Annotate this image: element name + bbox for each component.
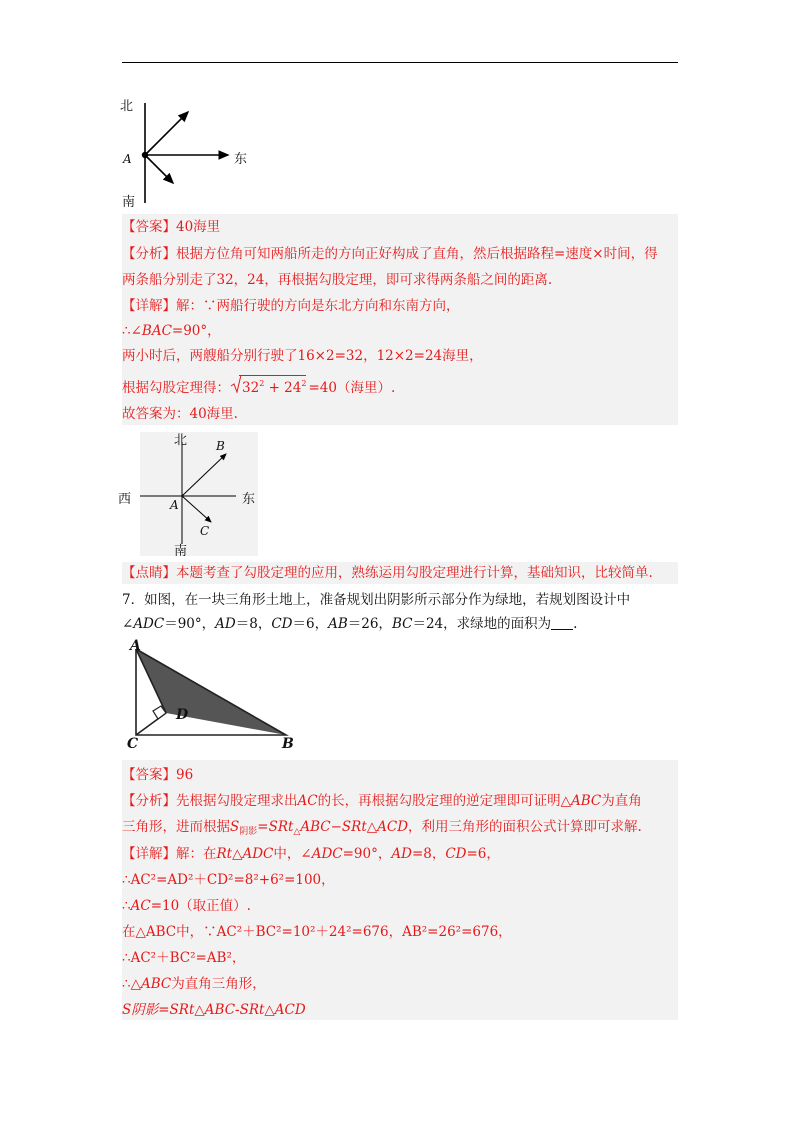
triangle-abc-name: ABC (570, 793, 602, 809)
comment-tag: 【点睛】 (122, 565, 176, 581)
point-a-label: A (130, 638, 141, 654)
q7-analysis-line-2: 三角形，进而根据$S_{阴影}=SRt_\triangle ABC-SRt\triangle ACD$，利用三角形的面积公式计算即可求解. (122, 819, 642, 837)
analysis-text-b: 的长，再根据勾股定理的逆定理即可证明△ (317, 793, 571, 809)
segment-cd: CD (271, 616, 293, 632)
segment-ac: AC (130, 898, 151, 914)
segment-ab-value: ＝26， (347, 616, 392, 632)
q6-answer-line (122, 217, 220, 237)
triangle-subscript: △ (293, 827, 301, 837)
detail-tag: 【详解】 (122, 298, 176, 314)
segment-ad: AD (215, 616, 236, 632)
conclusion-text: 为直角三角形， (171, 976, 266, 992)
angle-symbol: ∴∠ (122, 323, 142, 339)
comment-text: 本题考查了勾股定理的应用，熟练运用勾股定理进行计算，基础知识，比较简单. (176, 565, 653, 581)
answer-value: 40海里 (176, 219, 221, 235)
q6-detail-line-1 (122, 296, 460, 316)
detail-tag: 【详解】 (122, 846, 176, 862)
analysis-text-c: 为直角 (601, 793, 642, 809)
east-label: 东 (242, 492, 256, 507)
angle-adc-value: =90°， (342, 846, 392, 862)
point-a-dot (142, 152, 148, 158)
triangle-adc-name: ADC (242, 846, 274, 862)
q7-analysis-line-1 (122, 791, 642, 811)
analysis-text-a: 先根据勾股定理求出 (176, 793, 298, 809)
segment-ab: AB (328, 616, 348, 632)
segment-cd-value: =6， (466, 846, 500, 862)
compass-figure-1 (120, 95, 260, 210)
rt-label: Rt (216, 846, 233, 862)
q7-detail-line-4: 在△ABC中，∵AC²＋BC²=10²＋24²=676，AB²=26²=676， (122, 924, 512, 940)
question-end: . (573, 616, 578, 632)
point-b-label: B (282, 736, 294, 752)
q7-answer-line (122, 765, 193, 785)
point-d-label: D (176, 707, 189, 723)
analysis-tag: 【分析】 (122, 246, 176, 262)
area-rt: =SRt (257, 819, 294, 835)
detail-text: 解：∵两船行驶的方向是东北方向和东南方向， (176, 298, 460, 314)
segment-cd: CD (445, 846, 467, 862)
therefore-symbol: ∴ (122, 898, 131, 914)
southeast-arrow (145, 155, 173, 183)
q7-detail-line-3 (122, 896, 251, 916)
analysis-text: 根据方位角可知两船所走的方向正好构成了直角，然后根据路程=速度×时间，得 (176, 246, 658, 262)
area-symbol: S (230, 819, 240, 835)
point-c-label: C (127, 736, 139, 752)
exp-a: 2 (259, 379, 265, 388)
segment-cd-value: ＝6， (292, 616, 329, 632)
detail-text-a: 解：在 (176, 846, 217, 862)
q7-detail-line-7: S阴影=SRt△ABC-SRt△ACD (122, 1002, 306, 1018)
triangle-diagram (122, 640, 302, 754)
q7-detail-line-2: ∴AC²=AD²＋CD²=8²+6²=100， (122, 872, 335, 888)
segment-ad-value: =8， (411, 846, 446, 862)
segment-bc: BC (391, 616, 413, 632)
south-label: 南 (174, 544, 188, 559)
point-a-label: A (123, 152, 132, 166)
detail-text-b: 中，∠ (273, 846, 312, 862)
north-label: 北 (174, 433, 188, 448)
formula-prefix: 根据勾股定理得： (122, 380, 230, 396)
q7-question-line-2 (122, 614, 577, 634)
segment-ac-value: =10（取正值）. (150, 898, 251, 914)
west-label: 西 (118, 492, 132, 507)
triangle-figure (122, 640, 302, 754)
angle-adc-name: ADC (311, 846, 343, 862)
answer-tag: 【答案】 (122, 767, 176, 783)
northeast-arrow (145, 112, 188, 155)
q6-detail-line-3: 两小时后，两艘船分别行驶了16×2=32，12×2=24海里， (122, 348, 483, 364)
q6-analysis-line-2: 两条船分别走了32，24，再根据勾股定理，即可求得两条船之间的距离. (122, 272, 553, 288)
q6-analysis-line-1 (122, 244, 658, 264)
angle-name: BAC (141, 323, 172, 339)
analysis-tag: 【分析】 (122, 793, 176, 809)
formula-result: =40（海里）. (308, 380, 396, 396)
answer-value: 96 (176, 767, 194, 783)
point-c-label: C (200, 524, 210, 538)
question-text: ＝24，求绿地的面积为 (412, 616, 552, 632)
area-rt-minus: −SRt (330, 819, 367, 835)
q7-question-line-1: 7．如图，在一块三角形土地上，准备规划出阴影所示部分作为绿地，若规划图设计中 (122, 592, 631, 608)
radicand-a: 32 (242, 380, 260, 396)
ray-ac (182, 496, 211, 522)
analysis-text-d: 三角形，进而根据 (122, 819, 230, 835)
segment-ad: AD (391, 846, 412, 862)
point-a-label: A (170, 498, 179, 512)
angle-symbol: ∠ (122, 616, 134, 632)
segment-ad-value: ＝8， (235, 616, 272, 632)
ray-ab (182, 454, 226, 496)
point-b-label: B (216, 439, 225, 453)
q6-detail-line-2 (122, 321, 221, 341)
answer-tag: 【答案】 (122, 219, 176, 235)
q7-detail-line-1 (122, 844, 500, 864)
therefore-symbol: ∴△ (122, 976, 141, 992)
segment-ac: AC (297, 793, 318, 809)
angle-value: ＝90°， (164, 616, 216, 632)
q6-detail-line-4 (122, 374, 395, 398)
south-label: 南 (122, 195, 136, 210)
radicand-b: + 24 (264, 380, 302, 396)
triangle-symbol: △ (232, 846, 243, 862)
angle-value: =90°， (171, 323, 221, 339)
north-label: 北 (120, 99, 134, 114)
q6-comment-line (122, 563, 653, 583)
area-subscript: 阴影 (239, 827, 258, 837)
triangle-abc-name: ABC (300, 819, 331, 835)
q6-detail-line-5: 故答案为：40海里. (122, 406, 238, 422)
q7-detail-line-5: ∴AC²＋BC²=AB²， (122, 950, 246, 966)
compass-diagram-2 (118, 432, 258, 556)
square-root (230, 374, 306, 398)
compass-figure-2 (118, 432, 258, 559)
radical-sign (230, 374, 242, 394)
analysis-text-e: ，利用三角形的面积公式计算即可求解. (408, 819, 642, 835)
angle-name: ADC (133, 616, 165, 632)
triangle-abc-name: ABC (140, 976, 172, 992)
q7-detail-line-6 (122, 974, 266, 994)
triangle-acd-name: ACD (377, 819, 409, 835)
exp-b: 2 (301, 379, 307, 388)
answer-blank (551, 615, 573, 630)
header-rule (122, 62, 678, 63)
east-label: 东 (234, 152, 248, 167)
